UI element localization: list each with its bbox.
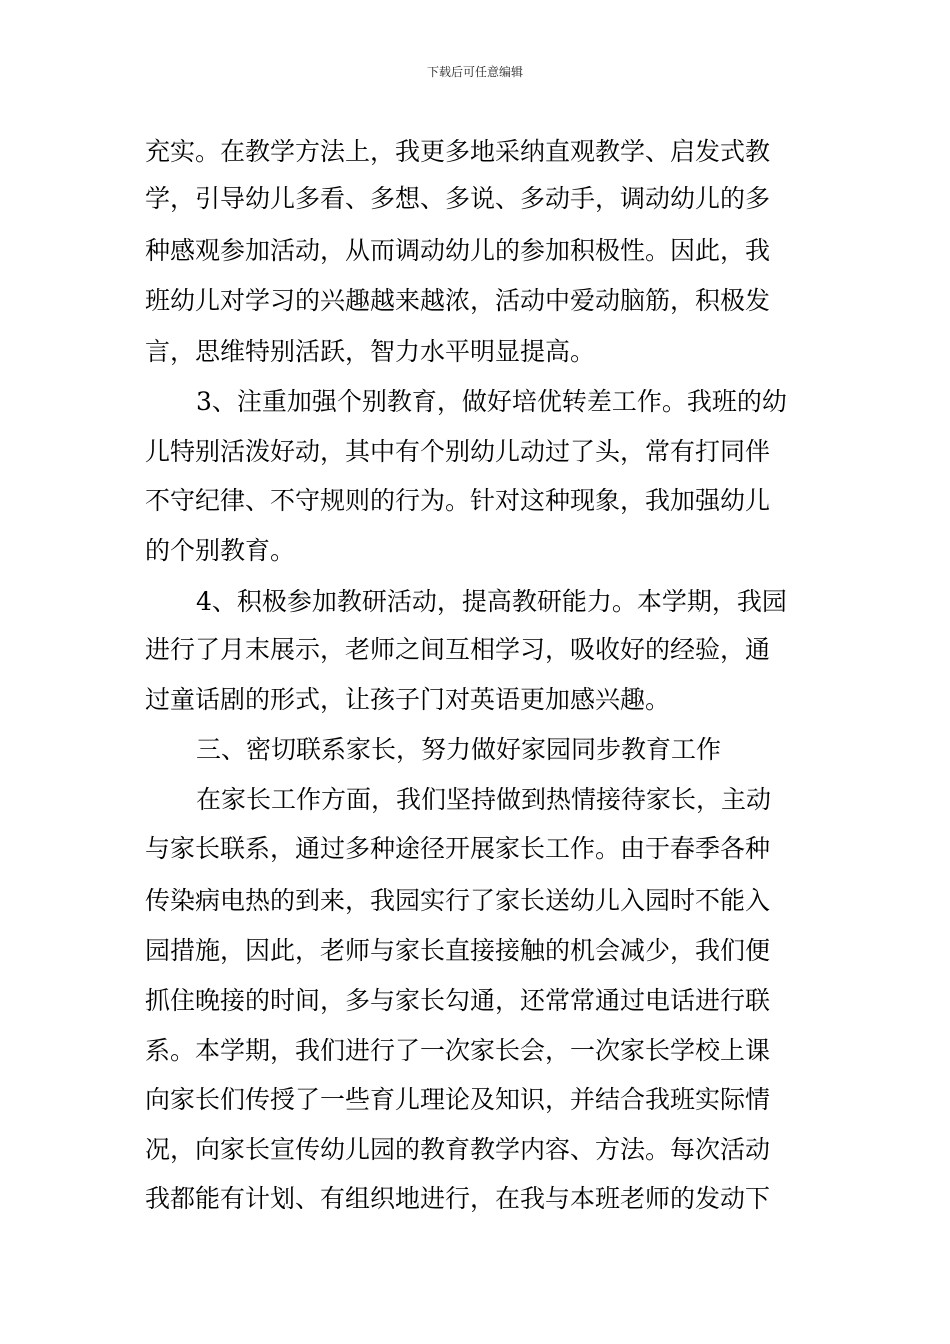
text-line: 充实。在教学方法上，我更多地采纳直观教学、启发式教 <box>145 137 771 166</box>
text-line: 进行了月末展示，老师之间互相学习，吸收好的经验，通 <box>145 635 771 664</box>
text-line: 种感观参加活动，从而调动幼儿的参加积极性。因此，我 <box>145 236 771 265</box>
text-line: 的个别教育。 <box>145 536 296 565</box>
paragraph-start: 4、积极参加教研活动，提高教研能力。本学期，我园 <box>196 587 787 616</box>
text-line: 学，引导幼儿多看、多想、多说、多动手，调动幼儿的多 <box>145 184 771 213</box>
text-line: 传染病电热的到来，我园实行了家长送幼儿入园时不能入 <box>145 886 771 915</box>
text-line: 儿特别活泼好动，其中有个别幼儿动过了头，常有打同伴 <box>145 437 771 466</box>
paragraph-start: 在家长工作方面，我们坚持做到热情接待家长，主动 <box>196 785 772 814</box>
paragraph-start: 3、注重加强个别教育，做好培优转差工作。我班的幼 <box>196 387 787 416</box>
text-line: 况，向家长宣传幼儿园的教育教学内容、方法。每次活动 <box>145 1135 771 1164</box>
text-line: 向家长们传授了一些育儿理论及知识，并结合我班实际情 <box>145 1085 771 1114</box>
section-heading: 三、密切联系家长，努力做好家园同步教育工作 <box>196 735 722 764</box>
text-line: 系。本学期，我们进行了一次家长会，一次家长学校上课 <box>145 1036 771 1065</box>
text-line: 园措施，因此，老师与家长直接接触的机会减少，我们便 <box>145 936 771 965</box>
text-line: 我都能有计划、有组织地进行，在我与本班老师的发动下 <box>145 1184 771 1213</box>
text-line: 班幼儿对学习的兴趣越来越浓，活动中爱动脑筋，积极发 <box>145 286 771 315</box>
text-line: 言，思维特别活跃，智力水平明显提高。 <box>145 337 596 366</box>
text-line: 过童话剧的形式，让孩子门对英语更加感兴趣。 <box>145 685 671 714</box>
text-line: 与家长联系，通过多种途径开展家长工作。由于春季各种 <box>145 834 771 863</box>
page-header: 下载后可任意编辑 <box>426 65 523 79</box>
text-line: 抓住晚接的时间，多与家长勾通，还常常通过电话进行联 <box>145 986 771 1015</box>
text-line: 不守纪律、不守规则的行为。针对这种现象，我加强幼儿 <box>145 486 771 515</box>
